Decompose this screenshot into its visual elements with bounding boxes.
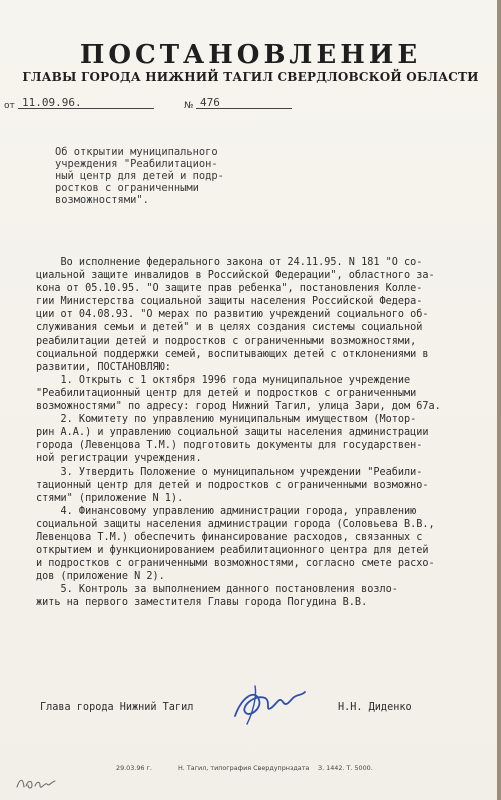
- body-line: ции от 04.08.93. "О мерах по развитию учреждений социального об-: [36, 309, 429, 321]
- decree-date: 11.09.96.: [18, 96, 154, 109]
- body-line: 1. Открыть с 1 октября 1996 года муниципальное учреждение: [36, 374, 411, 386]
- decree-body: [36, 256, 496, 610]
- signatory-name: Н.Н. Диденко: [338, 702, 412, 713]
- footer-date: 29.03.96 г.: [116, 764, 152, 772]
- page-edge: [497, 0, 501, 800]
- body-line: социальной поддержки семей, воспитывающих детей с отклонениями в: [36, 348, 429, 360]
- body-line: тационный центр для детей и подростков с ограниченными возможно-: [36, 479, 429, 491]
- body-line: служивания семьи и детей" и в целях создания системы социальной: [36, 322, 423, 334]
- body-line: Во исполнение федерального закона от 24.11.95. N 181 "О со-: [36, 257, 423, 268]
- decree-meta: [0, 96, 501, 112]
- signatory-position: Глава города Нижний Тагил: [40, 702, 194, 713]
- body-line: рин А.А.) и управлению социальной защиты населения администрации: [36, 427, 429, 439]
- body-line: 4. Финансовому управлению администрации города, управлению: [36, 505, 417, 517]
- document-title: ПОСТАНОВЛЕНИЕ: [79, 40, 422, 70]
- decree-subject: [55, 146, 260, 206]
- body-line: дов (приложение N 2).: [36, 571, 165, 583]
- handwritten-signature: [225, 678, 315, 730]
- document-subtitle: ГЛАВЫ ГОРОДА НИЖНИЙ ТАГИЛ СВЕРДЛОВСКОЙ ОБЛАСТИ: [22, 70, 479, 84]
- body-line: кона от 05.10.95. "О защите прав ребенка", постановления Колле-: [36, 283, 423, 295]
- body-line: социальной защиты населения администрации города (Соловьева В.В.,: [36, 518, 435, 530]
- subject-line: возможностями".: [55, 194, 149, 206]
- body-line: Левенцова Т.М.) обеспечить финансирование расходов, связанных с: [36, 531, 423, 543]
- body-line: и подростков с ограниченными возможностями, согласно смете расхо-: [36, 558, 435, 570]
- handwritten-margin-note: [14, 772, 58, 794]
- subject-line: ный центр для детей и подр-: [55, 170, 224, 182]
- body-line: 3. Утвердить Положение о муниципальном учреждении "Реабили-: [36, 466, 423, 478]
- footer-order: З. 1442. Т. 5000.: [318, 764, 373, 772]
- body-line: города (Левенцова Т.М.) подготовить документы для государствен-: [36, 440, 423, 452]
- body-line: открытием и функционированием реабилитационного центра для детей: [36, 545, 429, 557]
- subject-line: ростков с ограниченными: [55, 182, 199, 194]
- body-line: ной регистрации учреждения.: [36, 453, 202, 465]
- date-label: от: [4, 101, 15, 111]
- body-line: жить на первого заместителя Главы города Погудина В.В.: [36, 597, 368, 609]
- decree-number: 476: [196, 96, 292, 109]
- body-line: 2. Комитету по управлению муниципальным имуществом (Мотор-: [36, 414, 417, 426]
- body-line: циальной защите инвалидов в Российской Федерации", областного за-: [36, 270, 435, 282]
- subject-line: учреждения "Реабилитацион-: [55, 158, 218, 170]
- body-line: "Реабилитационный центр для детей и подростков с ограниченными: [36, 387, 417, 399]
- body-line: развитии, ПОСТАНОВЛЯЮ:: [36, 361, 171, 373]
- footer-printer: Н. Тагил, типография Свердупрнздата: [178, 764, 310, 772]
- print-footer: [0, 764, 501, 776]
- body-line: стями" (приложение N 1).: [36, 492, 184, 504]
- body-line: 5. Контроль за выполнением данного постановления возло-: [36, 584, 398, 596]
- body-line: возможностями" по адресу: город Нижний Тагил, улица Зари, дом 67а.: [36, 401, 441, 413]
- number-label: №: [184, 101, 194, 111]
- body-line: реабилитации детей и подростков с ограниченными возможностями,: [36, 335, 417, 347]
- subject-line: Об открытии муниципального: [55, 146, 218, 158]
- body-line: гии Министерства социальной защиты населения Российской Федера-: [36, 296, 423, 308]
